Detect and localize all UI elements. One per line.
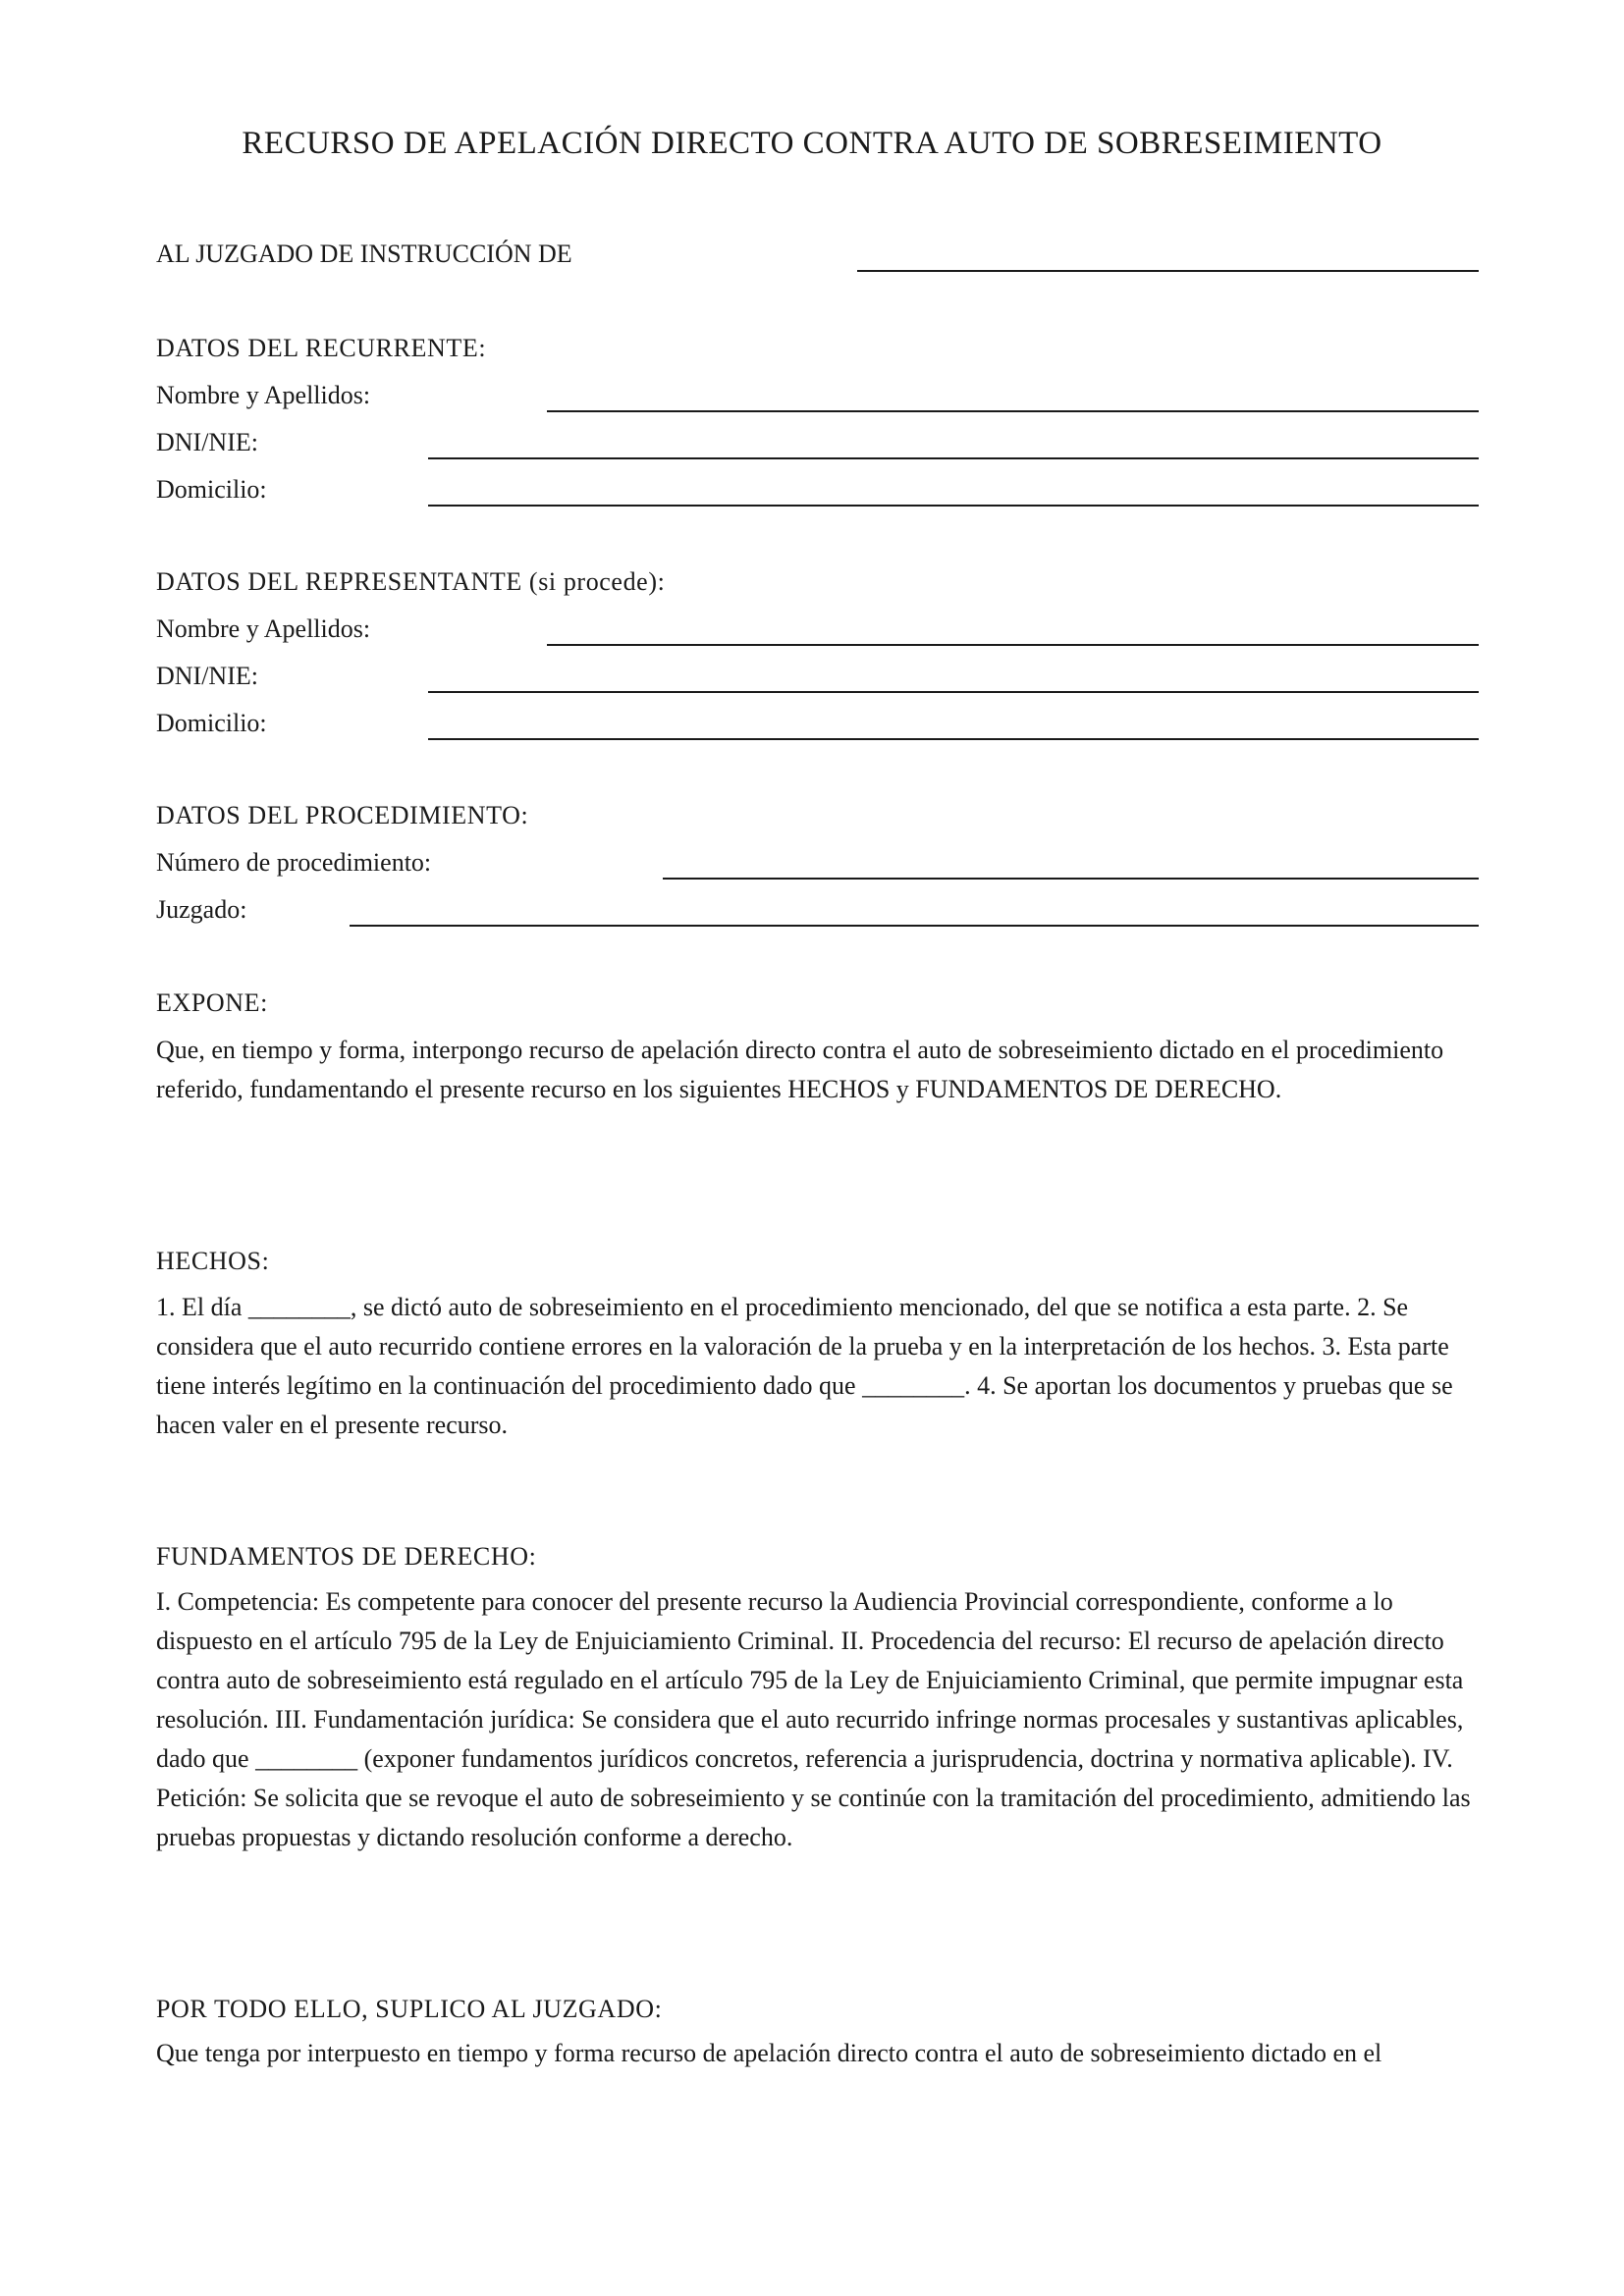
representante-address-label: Domicilio: (156, 709, 267, 737)
recurrente-dni-label: DNI/NIE: (156, 428, 258, 456)
representante-address-field-line[interactable] (428, 738, 1479, 740)
expone-heading: EXPONE: (156, 988, 268, 1017)
hechos-paragraph: 1. El día ________, se dictó auto de sobreseimiento en el procedimiento mencionado, del que se notifica a esta parte. 2. Se considera que el auto recurrido contiene errores en la valoración de la prueba y en la interpretación de los hechos. 3. Esta parte tiene interés legítimo en la continuación del procedimiento dado que ________. 4. Se aportan los documentos y pruebas que se hacen valer en el presente recurso. (156, 1293, 1453, 1439)
court-field-line[interactable] (857, 270, 1479, 272)
recurrente-name-field-line[interactable] (547, 410, 1479, 412)
recurrente-heading: DATOS DEL RECURRENTE: (156, 334, 487, 362)
suplico-heading: POR TODO ELLO, SUPLICO AL JUZGADO: (156, 1995, 663, 2023)
representante-name-field-line[interactable] (547, 644, 1479, 646)
document-title: RECURSO DE APELACIÓN DIRECTO CONTRA AUTO DE SOBRESEIMIENTO (242, 126, 1382, 161)
hechos-heading: HECHOS: (156, 1247, 270, 1275)
expone-paragraph: Que, en tiempo y forma, interpongo recurso de apelación directo contra el auto de sobreseimiento dictado en el procedimiento referido, fundamentando el presente recurso en los siguientes HECHOS y FUNDAMENTOS DE DERECHO. (156, 1036, 1444, 1103)
representante-dni-label: DNI/NIE: (156, 662, 258, 690)
court-label: AL JUZGADO DE INSTRUCCIÓN DE (156, 240, 572, 268)
recurrente-address-field-line[interactable] (428, 505, 1479, 507)
procedimiento-number-label: Número de procedimiento: (156, 848, 432, 877)
recurrente-address-label: Domicilio: (156, 475, 267, 504)
procedimiento-court-field-line[interactable] (350, 925, 1479, 927)
fundamentos-paragraph: I. Competencia: Es competente para conocer del presente recurso la Audiencia Provincial correspondiente, conforme a lo dispuesto en el artículo 795 de la Ley de Enjuiciamiento Criminal. II. Procedencia del recurso: El recurso de apelación directo contra auto de sobreseimiento está regulado en el artículo 795 de la Ley de Enjuiciamiento Criminal, que permite impugnar esta resolución. III. Fundamentación jurídica: Se considera que el auto recurrido infringe normas procesales y sustantivas aplicables, dado que ________ (exponer fundamentos jurídicos concretos, referencia a jurisprudencia, doctrina y normativa aplicable). IV. Petición: Se solicita que se revoque el auto de sobreseimiento y se continúe con la tramitación del procedimiento, admitiendo las pruebas propuestas y dictando resolución conforme a derecho. (156, 1587, 1471, 1851)
recurrente-dni-field-line[interactable] (428, 457, 1479, 459)
procedimiento-court-label: Juzgado: (156, 895, 247, 924)
recurrente-name-label: Nombre y Apellidos: (156, 381, 371, 409)
representante-heading: DATOS DEL REPRESENTANTE (si procede): (156, 567, 666, 596)
suplico-paragraph: Que tenga por interpuesto en tiempo y forma recurso de apelación directo contra el auto de sobreseimiento dictado en el (156, 2039, 1382, 2067)
representante-dni-field-line[interactable] (428, 691, 1479, 693)
procedimiento-number-field-line[interactable] (663, 878, 1479, 880)
procedimiento-heading: DATOS DEL PROCEDIMIENTO: (156, 801, 529, 829)
representante-name-label: Nombre y Apellidos: (156, 614, 371, 643)
fundamentos-heading: FUNDAMENTOS DE DERECHO: (156, 1542, 537, 1571)
